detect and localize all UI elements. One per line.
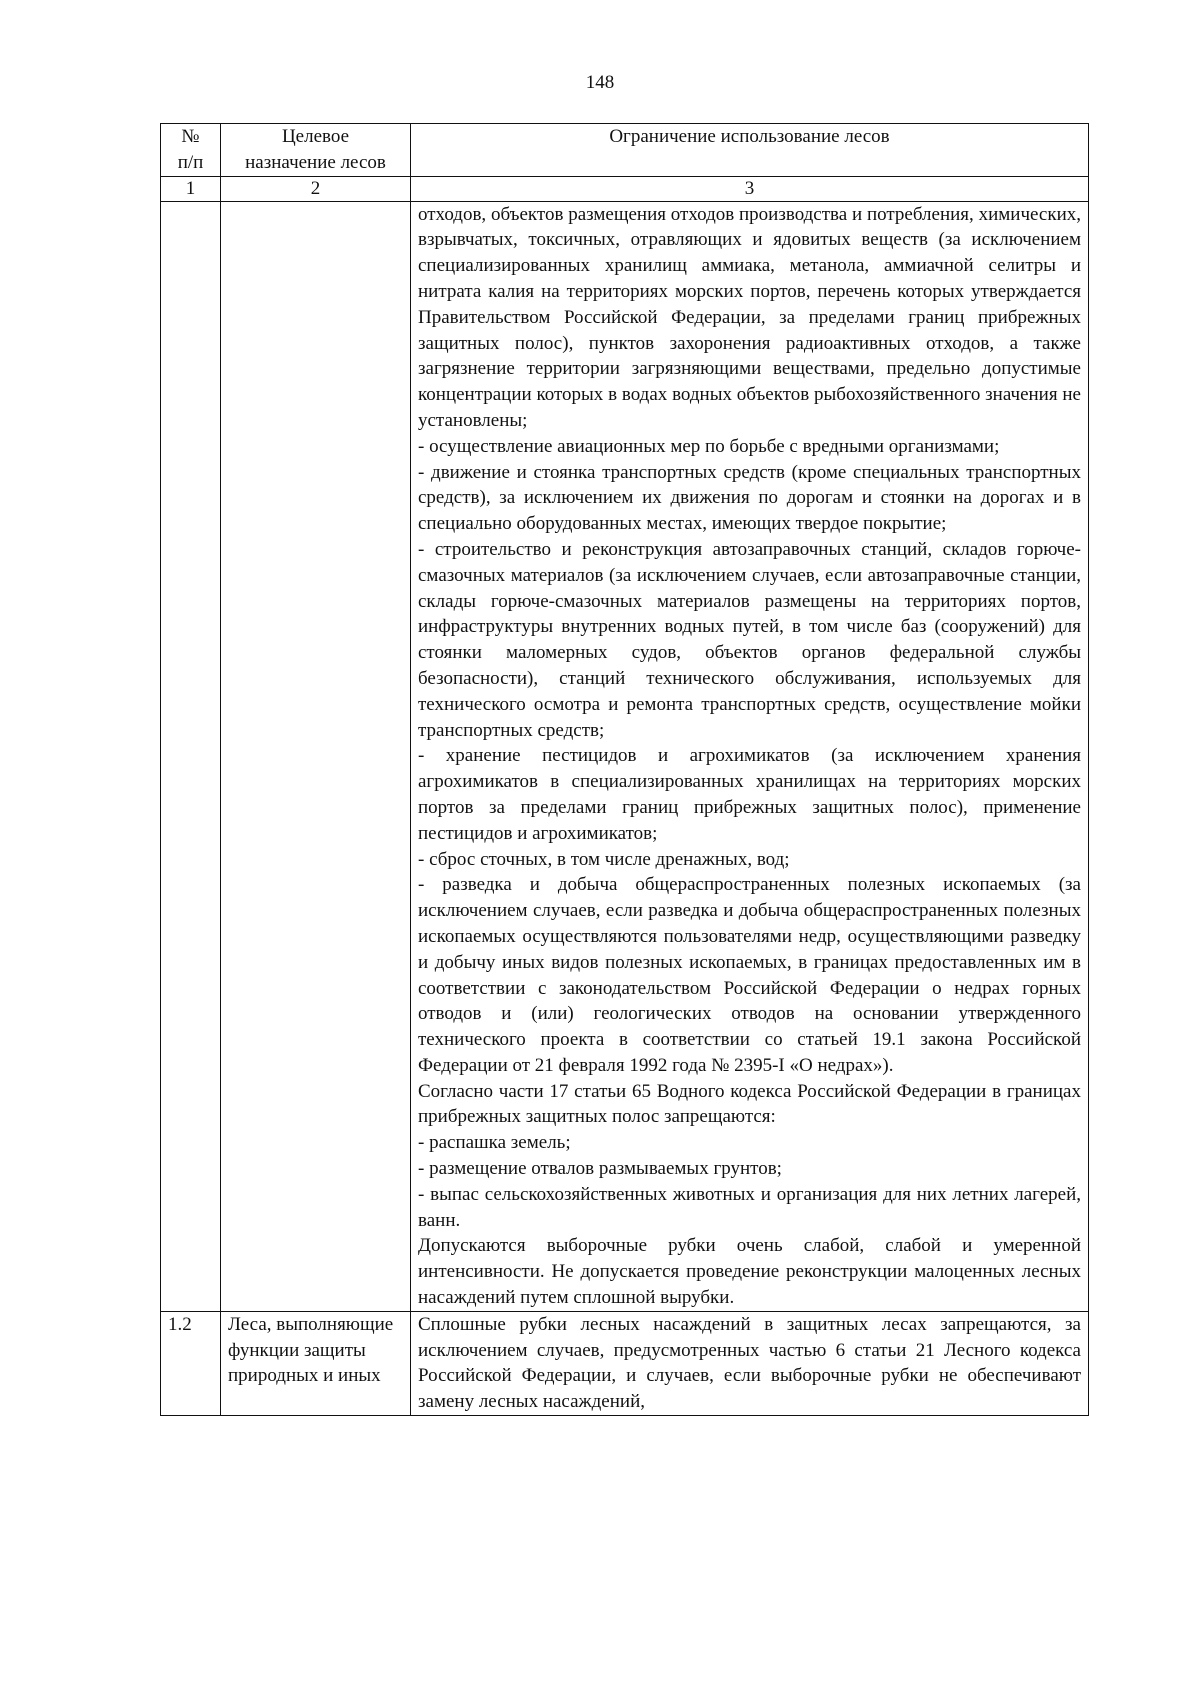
row-number-cell bbox=[161, 201, 221, 1311]
row-restriction-cell bbox=[411, 201, 1089, 1311]
header-number bbox=[161, 124, 221, 177]
column-number-3: 3 bbox=[411, 176, 1089, 201]
table-row bbox=[161, 201, 1089, 1311]
table-header-row bbox=[161, 124, 1089, 177]
table-row bbox=[161, 1311, 1089, 1415]
restriction-paragraph: Согласно части 17 статьи 65 Водного кодекса Российской Федерации в границах прибрежных защитных полос запрещаются: bbox=[418, 1080, 1081, 1128]
row-purpose-cell: Леса, выполняющие функции защиты природных и иных bbox=[221, 1311, 411, 1415]
row-restriction-cell bbox=[411, 1311, 1089, 1415]
row-purpose-cell bbox=[221, 201, 411, 1311]
restriction-paragraph: Допускаются выборочные рубки очень слабой, слабой и умеренной интенсивности. Не допускается проведение реконструкции малоценных лесных насаждений путем сплошной вырубки. bbox=[418, 1235, 1081, 1309]
restriction-paragraph: - размещение отвалов размываемых грунтов; bbox=[418, 1158, 782, 1180]
restriction-paragraph: - выпас сельскохозяйственных животных и организация для них летних лагерей, ванн. bbox=[418, 1183, 1081, 1231]
header-purpose-line1: Целевое bbox=[281, 126, 350, 147]
restriction-paragraph: - движение и стоянка транспортных средств (кроме специальных транспортных средств), за исключением их движения по дорогам и стоянки на дорогах и в специально оборудованных местах, имеющих твердое покрытие; bbox=[418, 461, 1081, 535]
restriction-paragraph: - хранение пестицидов и агрохимикатов (за исключением хранения агрохимикатов в специализированных хранилищах на территориях морских портов за пределами границ прибрежных защитных полос), применение пестицидов и агрохимикатов; bbox=[418, 745, 1081, 844]
restriction-paragraph: - строительство и реконструкция автозаправочных станций, складов горюче-смазочных материалов (за исключением случаев, если автозаправочные станции, склады горюче-смазочных материалов размещены на территориях портов, инфраструктуры внутренних водных путей, в том числе баз (сооружений) для стоянки маломерных судов, объектов органов федеральной службы безопасности), станций технического обслуживания, используемых для технического осмотра и ремонта транспортных средств, осуществление мойки транспортных средств; bbox=[418, 538, 1081, 741]
column-number-1: 1 bbox=[161, 176, 221, 201]
header-restriction: Ограничение использование лесов bbox=[411, 124, 1089, 177]
header-purpose bbox=[221, 124, 411, 177]
restriction-paragraph: Сплошные рубки лесных насаждений в защитных лесах запрещаются, за исключением случаев, предусмотренных частью 6 статьи 21 Лесного кодекса Российской Федерации, и случаев, если выборочные рубки не обеспечивают замену лесных насаждений, bbox=[418, 1313, 1081, 1413]
header-number-line1: № bbox=[181, 126, 200, 147]
restriction-paragraph: - сброс сточных, в том числе дренажных, вод; bbox=[418, 848, 790, 870]
restriction-paragraph: отходов, объектов размещения отходов производства и потребления, химических, взрывчатых, токсичных, отравляющих и ядовитых веществ (за исключением специализированных хранилищ аммиака, метанола, аммиачной селитры и нитрата калия на территориях морских портов, перечень которых утверждается Правительством Российской Федерации, за пределами границ прибрежных защитных полос), пунктов захоронения радиоактивных отходов, а также загрязнение территории загрязняющими веществами, предельно допустимые концентрации которых в водах водных объектов рыбохозяйственного значения не установлены; bbox=[418, 203, 1081, 431]
header-number-line2: п/п bbox=[177, 151, 204, 173]
restriction-paragraph: - осуществление авиационных мер по борьбе с вредными организмами; bbox=[418, 435, 1000, 457]
restriction-paragraph: - распашка земель; bbox=[418, 1132, 571, 1154]
restrictions-table bbox=[160, 123, 1089, 1416]
header-purpose-line2: назначение лесов bbox=[245, 151, 386, 173]
page-number: 148 bbox=[585, 72, 615, 93]
column-number-2: 2 bbox=[221, 176, 411, 201]
restriction-paragraph: - разведка и добыча общераспространенных полезных ископаемых (за исключением случаев, если разведка и добыча общераспространенных полезных ископаемых осуществляются пользователями недр, осуществляющими разведку и добычу иных видов полезных ископаемых, в границах предоставленных им в соответствии с законодательством Российской Федерации о недрах горных отводов и (или) геологических отводов на основании утвержденного технического проекта в соответствии со статьей 19.1 закона Российской Федерации от 21 февраля 1992 года № 2395-I «О недрах»). bbox=[418, 874, 1081, 1076]
column-numbers-row bbox=[161, 176, 1089, 201]
row-number-cell: 1.2 bbox=[161, 1311, 221, 1415]
